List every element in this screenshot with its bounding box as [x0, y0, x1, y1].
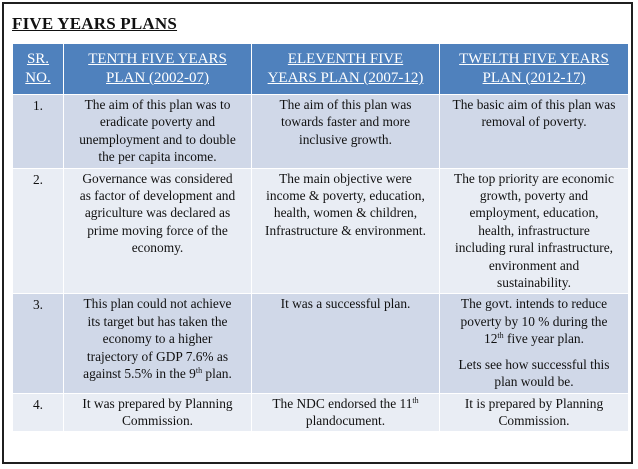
- cell-line: its target but has taken the: [87, 313, 228, 329]
- cell-line: the per capita income.: [98, 149, 217, 165]
- row3-eleventh-cell: [252, 294, 440, 393]
- cell-line: poverty by 10 % during the: [460, 313, 608, 329]
- cell-line: employment, education,: [469, 205, 599, 221]
- cell-line: environment and: [488, 257, 580, 273]
- cell-line: prime moving force of the: [87, 222, 228, 238]
- cell-line: The aim of this plan was: [279, 97, 412, 112]
- five-year-plans-table: [12, 43, 629, 432]
- superscript: th: [497, 331, 504, 341]
- table-row: [13, 168, 629, 294]
- header-eleventh-plan: [252, 44, 440, 95]
- header-twelfth-line2: PLAN (2012-17): [482, 70, 586, 86]
- cell-line: trajectory of GDP 7.6% as: [86, 348, 229, 364]
- cell-line: 12: [484, 331, 498, 347]
- header-eleventh-line1: ELEVENTH FIVE: [287, 51, 404, 67]
- cell-line: health, infrastructure: [478, 222, 590, 238]
- cell-line: against 5.5% in the 9: [83, 366, 196, 382]
- cell-line: eradicate poverty and: [99, 114, 216, 130]
- cell-line: five year plan.: [503, 331, 584, 347]
- cell-line: Lets see how successful this: [458, 356, 610, 372]
- row3-sr-cell: 3.: [13, 294, 64, 393]
- table-header-row: [13, 44, 629, 95]
- header-eleventh-line2: YEARS PLAN (2007-12): [267, 70, 424, 86]
- row1-tenth-cell: [64, 95, 252, 169]
- cell-line: Commission.: [121, 412, 194, 428]
- table-row: [13, 95, 629, 169]
- row3-twelfth-cell: [440, 294, 629, 393]
- header-tenth-line1: TENTH FIVE YEARS: [88, 51, 227, 67]
- superscript: th: [195, 366, 203, 376]
- cell-line: health, women & children,: [273, 205, 418, 221]
- row2-twelfth-cell: [440, 168, 629, 294]
- cell-line: economy to a higher: [102, 331, 213, 347]
- cell-line: growth, poverty and: [479, 188, 589, 204]
- cell-line: The aim of this plan was to: [84, 97, 231, 112]
- header-sr-line1: SR.: [26, 51, 50, 67]
- row3-tenth-cell: [64, 294, 252, 393]
- row1-sr-cell: 1.: [13, 95, 64, 169]
- cell-line: Infrastructure & environment.: [264, 222, 426, 238]
- cell-line: It is prepared by Planning: [464, 395, 604, 411]
- row1-eleventh-cell: [252, 95, 440, 169]
- page-title: FIVE YEARS PLANS: [12, 14, 178, 33]
- cell-line: It was prepared by Planning: [82, 395, 233, 411]
- cell-line: including rural infrastructure,: [454, 240, 614, 256]
- row1-twelfth-cell: [440, 95, 629, 169]
- cell-line: The NDC endorsed the 11: [272, 395, 413, 411]
- header-tenth-line2: PLAN (2002-07): [106, 70, 209, 86]
- row4-sr-cell: 4.: [13, 393, 64, 432]
- row4-eleventh-cell: [252, 393, 440, 432]
- row2-eleventh-cell: [252, 168, 440, 294]
- cell-line: The top priority are economic: [454, 170, 614, 186]
- cell-line: The main objective were: [279, 170, 412, 186]
- row4-twelfth-cell: [440, 393, 629, 432]
- header-twelfth-line1: TWELTH FIVE YEARS: [459, 51, 609, 67]
- header-sr-no: [13, 44, 64, 95]
- cell-line: towards faster and more: [280, 114, 411, 130]
- cell-line: The govt. intends to reduce: [460, 296, 608, 312]
- superscript: th: [412, 395, 419, 405]
- header-sr-line2: NO.: [25, 70, 51, 86]
- cell-line: It was a successful plan.: [280, 296, 411, 312]
- row2-tenth-cell: [64, 168, 252, 294]
- cell-line: economy.: [131, 240, 184, 256]
- cell-line: plandocument.: [305, 412, 386, 428]
- table-row: [13, 294, 629, 393]
- cell-line: Commission.: [498, 412, 570, 428]
- cell-line: removal of poverty.: [481, 114, 587, 130]
- cell-line: unemployment and to double: [79, 131, 236, 147]
- table-row: [13, 393, 629, 432]
- header-twelfth-plan: [440, 44, 629, 95]
- cell-line: This plan could not achieve: [83, 296, 232, 312]
- cell-line: The basic aim of this plan was: [452, 97, 616, 112]
- cell-line: agriculture was declared as: [84, 205, 231, 221]
- spacer: [444, 348, 624, 356]
- slide: [2, 2, 633, 464]
- cell-line: plan.: [202, 366, 232, 382]
- row4-tenth-cell: [64, 393, 252, 432]
- row2-sr-cell: 2.: [13, 168, 64, 294]
- cell-line: as factor of development and: [79, 188, 236, 204]
- header-tenth-plan: [64, 44, 252, 95]
- cell-line: sustainability.: [497, 275, 571, 291]
- cell-line: Governance was considered: [82, 170, 233, 186]
- cell-line: inclusive growth.: [299, 131, 392, 147]
- cell-line: plan would be.: [494, 374, 574, 390]
- cell-line: income & poverty, education,: [266, 188, 425, 204]
